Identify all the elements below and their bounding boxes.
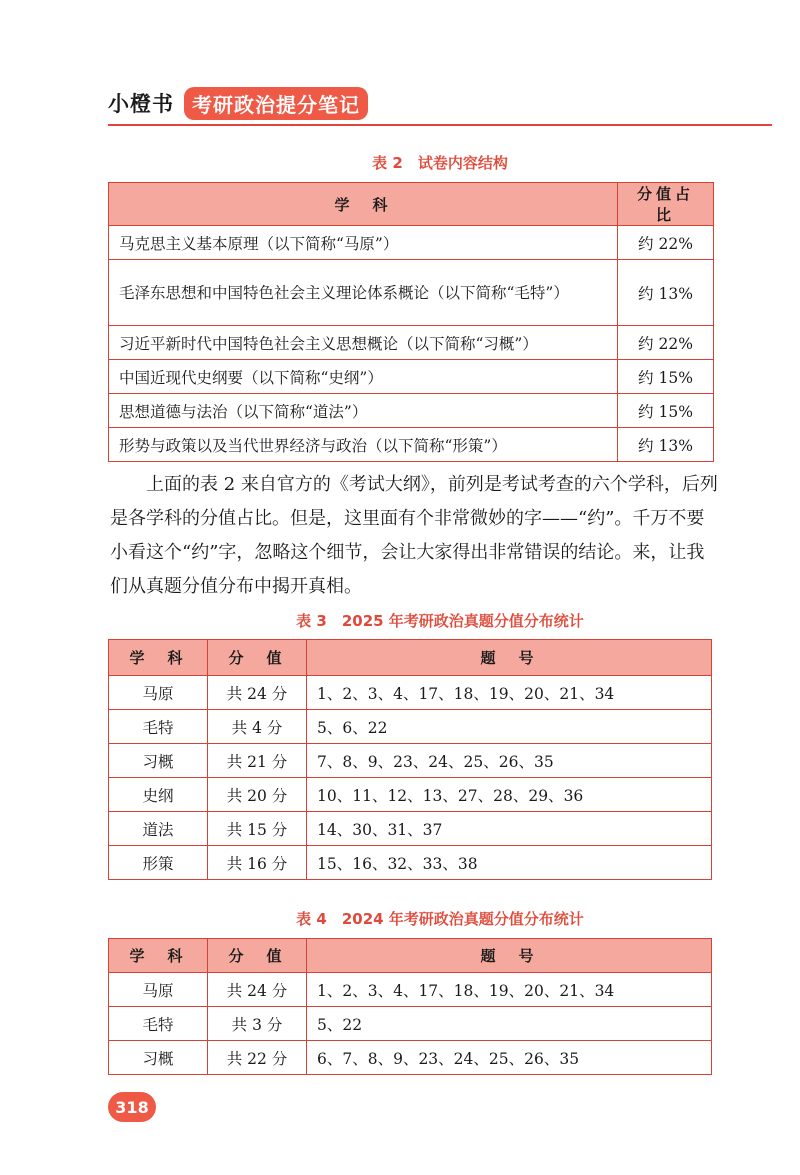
table4-score: 共 22 分 [208, 1041, 307, 1075]
table4-caption: 表 4 2024 年考研政治真题分值分布统计 [296, 910, 584, 928]
table2-subject: 形势与政策以及当代世界经济与政治（以下简称“形策”） [109, 428, 618, 462]
table3-subject: 道法 [109, 812, 208, 846]
brand-title: 小橙书 [108, 92, 174, 116]
body-paragraph [110, 468, 720, 604]
table4-questions: 5、22 [307, 1007, 712, 1041]
table4-score: 共 3 分 [208, 1007, 307, 1041]
table3-header-score: 分 值 [208, 640, 307, 676]
table4-score: 共 24 分 [208, 973, 307, 1007]
table4-header-score: 分 值 [208, 939, 307, 973]
table-row [109, 973, 712, 1007]
table4-questions: 1、2、3、4、17、18、19、20、21、34 [307, 973, 712, 1007]
page-header [108, 86, 368, 120]
table3-subject: 形策 [109, 846, 208, 880]
table-row [109, 710, 712, 744]
table-row [109, 394, 714, 428]
table-row [109, 846, 712, 880]
table-row [109, 428, 714, 462]
table3-questions: 10、11、12、13、27、28、29、36 [307, 778, 712, 812]
table4 [108, 938, 712, 1075]
table2-header-ratio: 分值占比 [618, 183, 714, 226]
table2-ratio: 约 22% [618, 226, 714, 260]
table-row [109, 226, 714, 260]
table3-score: 共 20 分 [208, 778, 307, 812]
table3-score: 共 21 分 [208, 744, 307, 778]
table-header-row [109, 939, 712, 973]
table2-ratio: 约 13% [618, 428, 714, 462]
table2-subject: 习近平新时代中国特色社会主义思想概论（以下简称“习概”） [109, 326, 618, 360]
table-row [109, 744, 712, 778]
table2-header-subject: 学 科 [109, 183, 618, 226]
table-header-row [109, 640, 712, 676]
table3-questions: 1、2、3、4、17、18、19、20、21、34 [307, 676, 712, 710]
table4-subject: 马原 [109, 973, 208, 1007]
table3-caption: 表 3 2025 年考研政治真题分值分布统计 [296, 612, 584, 630]
table2-subject: 思想道德与法治（以下简称“道法”） [109, 394, 618, 428]
table-row [109, 1041, 712, 1075]
table2-subject: 中国近现代史纲要（以下简称“史纲”） [109, 360, 618, 394]
table4-header-subject: 学 科 [109, 939, 208, 973]
table2-caption: 表 2 试卷内容结构 [372, 154, 508, 172]
table3 [108, 639, 712, 880]
table3-questions: 5、6、22 [307, 710, 712, 744]
table3-header-questions: 题 号 [307, 640, 712, 676]
table-row [109, 812, 712, 846]
page-number: 318 [108, 1092, 156, 1122]
table2-subject: 马克思主义基本原理（以下简称“马原”） [109, 226, 618, 260]
table2-ratio: 约 22% [618, 326, 714, 360]
table3-header-subject: 学 科 [109, 640, 208, 676]
table3-subject: 马原 [109, 676, 208, 710]
table2 [108, 182, 714, 462]
table3-subject: 习概 [109, 744, 208, 778]
table-row [109, 778, 712, 812]
table-row [109, 326, 714, 360]
brand-subtitle: 考研政治提分笔记 [184, 87, 368, 120]
table3-subject: 毛特 [109, 710, 208, 744]
table3-score: 共 15 分 [208, 812, 307, 846]
table3-score: 共 4 分 [208, 710, 307, 744]
table3-score: 共 24 分 [208, 676, 307, 710]
table4-questions: 6、7、8、9、23、24、25、26、35 [307, 1041, 712, 1075]
header-divider [108, 124, 772, 126]
table-row [109, 360, 714, 394]
table4-subject: 毛特 [109, 1007, 208, 1041]
table2-ratio: 约 15% [618, 360, 714, 394]
table-row [109, 676, 712, 710]
table2-ratio: 约 15% [618, 394, 714, 428]
table2-subject: 毛泽东思想和中国特色社会主义理论体系概论（以下简称“毛特”） [109, 260, 618, 326]
table3-score: 共 16 分 [208, 846, 307, 880]
paragraph-text: 上面的表 2 来自官方的《考试大纲》，前列是考试考查的六个学科，后列是各学科的分值占比。但是，这里面有个非常微妙的字——“约”。千万不要小看这个“约”字，忽略这个细节，会让大家得出非常错误的结论。来，让我们从真题分值分布中揭开真相。 [110, 474, 718, 597]
table4-subject: 习概 [109, 1041, 208, 1075]
table-header-row [109, 183, 714, 226]
table2-ratio: 约 13% [618, 260, 714, 326]
table3-subject: 史纲 [109, 778, 208, 812]
table3-questions: 7、8、9、23、24、25、26、35 [307, 744, 712, 778]
table-row [109, 260, 714, 326]
table-row [109, 1007, 712, 1041]
table3-questions: 15、16、32、33、38 [307, 846, 712, 880]
table4-header-questions: 题 号 [307, 939, 712, 973]
table3-questions: 14、30、31、37 [307, 812, 712, 846]
